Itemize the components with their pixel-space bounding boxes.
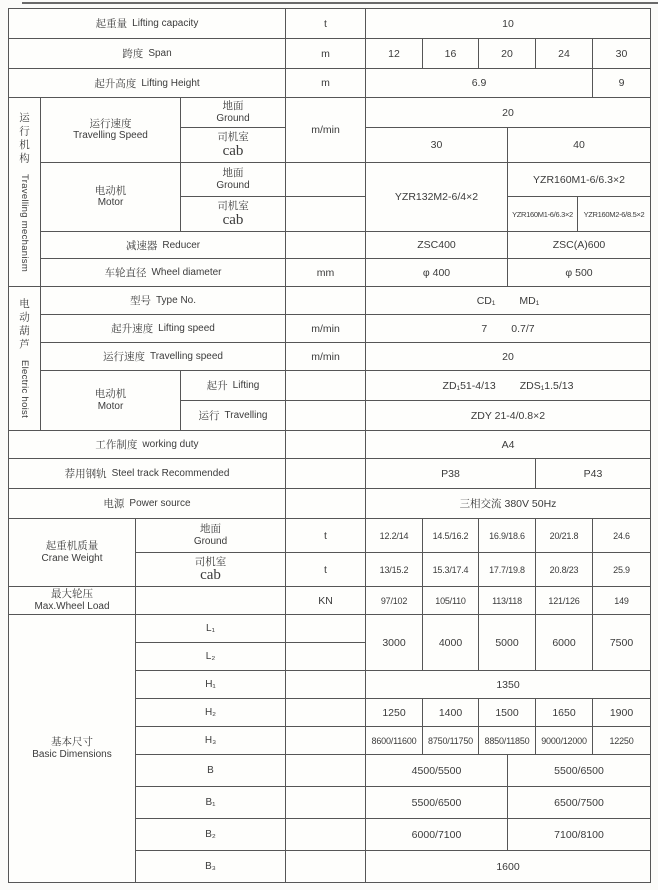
value-text: 10 [502, 17, 514, 30]
travelling-motor-label [41, 163, 181, 232]
dimension-L1-label [136, 615, 286, 643]
power-source-label [9, 489, 286, 519]
span-label [9, 39, 286, 69]
travelling-motor-value-left [366, 163, 508, 232]
value-text: B₁ [205, 797, 216, 808]
value-text: 97/102 [380, 595, 408, 606]
value-text: 14.5/16.2 [432, 530, 469, 541]
lifting-capacity-value [366, 9, 651, 39]
en-text: Travelling [224, 410, 268, 421]
value-text: φ 500 [565, 266, 593, 279]
empty-unit-cell [286, 851, 366, 883]
working-duty-label [9, 431, 286, 459]
value-text: 4500/5500 [411, 764, 462, 777]
dimension-B2-value-left [366, 819, 508, 851]
value-text: YZR160M1-6/6.3×2 [512, 209, 573, 219]
ground-sublabel [181, 98, 286, 128]
en-text: Lifting [232, 380, 260, 391]
value-text: 12 [388, 47, 400, 60]
value-text: 4000 [438, 636, 463, 649]
zh-text: 司机室 [217, 131, 249, 144]
lifting-height-value-30m [593, 69, 651, 98]
en-text: Max.Wheel Load [34, 600, 110, 612]
cab-sublabel [181, 128, 286, 163]
unit-text: m/min [311, 124, 340, 136]
dimension-B3-label [136, 851, 286, 883]
steel-track-label [9, 459, 286, 489]
dimension-B2-label [136, 819, 286, 851]
zh-text: 起升高度 [94, 77, 137, 90]
travelling-speed-cab-value [508, 128, 651, 163]
value-text: 9 [618, 77, 625, 89]
dimension-H2-value [479, 699, 536, 727]
en-text: Lifting speed [158, 323, 215, 334]
en-text: Electric hoist [19, 360, 30, 419]
en-text: Ground [216, 112, 250, 124]
hoist-motor-lifting-value [366, 371, 651, 401]
wheel-diameter-unit [286, 259, 366, 287]
en-text: Lifting capacity [132, 18, 199, 29]
empty-unit-cell [286, 755, 366, 787]
value-text: 12.2/14 [379, 530, 409, 541]
empty-unit-cell [286, 197, 366, 232]
value-text: 149 [614, 595, 629, 606]
dimension-H3-label [136, 727, 286, 755]
dimension-L2-label [136, 643, 286, 671]
zh-text: 起升 [206, 380, 228, 392]
wheel-diameter-left [366, 259, 508, 287]
value-text: ZD₁51-4/13 [442, 379, 496, 392]
unit-text: m/min [311, 322, 340, 335]
unit-text: KN [318, 594, 333, 607]
lifting-capacity-unit [286, 9, 366, 39]
en-text: Lifting Height [141, 77, 200, 89]
crane-weight-ground-value [479, 519, 536, 553]
value-text: ZSC(A)600 [552, 239, 606, 251]
empty-unit-cell [286, 671, 366, 699]
max-wheel-load-label [9, 587, 136, 615]
dimension-H1-label [136, 671, 286, 699]
unit-text: mm [316, 266, 335, 279]
value-text: 121/126 [548, 595, 580, 606]
crane-weight-unit [286, 553, 366, 587]
en-text: Motor [97, 197, 124, 209]
travelling-mechanism-section-label [9, 98, 41, 287]
specification-table [8, 8, 651, 883]
zh-text: 起升速度 [111, 323, 154, 335]
value-text: 13/15.2 [379, 564, 409, 575]
dimension-H2-label [136, 699, 286, 727]
lifting-height-label [9, 69, 286, 98]
dimension-L-value [423, 615, 479, 671]
lifting-capacity-label [9, 9, 286, 39]
value-text: 20 [502, 106, 514, 119]
zh-text: 荐用钢轨 [64, 468, 107, 480]
value-text: 16 [444, 47, 457, 60]
span-value [479, 39, 536, 69]
zh-text: 地面 [222, 100, 244, 113]
unit-text: t [324, 529, 327, 542]
value-text: ZDY 21-4/0.8×2 [470, 409, 546, 422]
value-text: P38 [441, 467, 460, 480]
max-wheel-load-value [593, 587, 651, 615]
ground-sublabel [136, 519, 286, 553]
empty-unit-cell [286, 643, 366, 671]
zh-text: 运行速度 [102, 351, 145, 363]
dimension-B1-value-right [508, 787, 651, 819]
crane-weight-cab-value [536, 553, 593, 587]
lifting-speed-value [366, 315, 651, 343]
max-wheel-load-value [536, 587, 593, 615]
dimension-L-value [479, 615, 536, 671]
value-text: 7100/8100 [554, 828, 604, 841]
value-text: φ 400 [422, 266, 451, 279]
lifting-height-unit [286, 69, 366, 98]
value-text: 7500 [609, 636, 634, 649]
max-wheel-load-value [366, 587, 423, 615]
value-text: L₂ [205, 651, 216, 662]
reducer-label [41, 232, 286, 259]
value-text: 15.3/17.4 [432, 564, 469, 575]
zh-text: 电动机 [94, 388, 127, 401]
hoist-travelling-speed-unit [286, 343, 366, 371]
zh-text: 工作制度 [95, 439, 138, 451]
dimension-H2-value [536, 699, 593, 727]
value-text: 7 [481, 322, 488, 335]
dimension-H2-value [366, 699, 423, 727]
type-no-value [366, 287, 651, 315]
unit-text: t [324, 563, 327, 576]
en-text: working duty [142, 439, 199, 450]
en-text: cab [222, 211, 244, 228]
lifting-speed-unit [286, 315, 366, 343]
zh-text: 跨度 [122, 48, 144, 60]
dimension-H3-value [593, 727, 651, 755]
crane-weight-cab-value [479, 553, 536, 587]
zh-text: 减速器 [125, 239, 158, 252]
value-text: B₃ [205, 861, 216, 872]
value-text: CD₁ [476, 294, 496, 307]
crane-weight-unit [286, 519, 366, 553]
dimension-B-value-right [508, 755, 651, 787]
dimension-L-value [536, 615, 593, 671]
value-text: ZSC400 [417, 239, 456, 251]
travelling-speed-label [41, 98, 181, 163]
value-text: 17.7/19.8 [489, 564, 525, 575]
empty-unit-cell [286, 459, 366, 489]
empty-unit-cell [286, 401, 366, 431]
dimension-B-label [136, 755, 286, 787]
empty-unit-cell [286, 489, 366, 519]
travelling-motor-cab-right-2 [578, 197, 651, 232]
electric-hoist-section-label [9, 287, 41, 431]
value-text: YZR132M2-6/4×2 [394, 191, 479, 203]
empty-unit-cell [286, 787, 366, 819]
lifting-speed-label [41, 315, 286, 343]
value-text: 6500/7500 [554, 796, 604, 809]
value-text: 20 [501, 47, 513, 60]
working-duty-value [366, 431, 651, 459]
zh-text: 型号 [129, 295, 151, 307]
reducer-value-left [366, 232, 508, 259]
en-text: Ground [193, 535, 228, 547]
travelling-speed-unit [286, 98, 366, 163]
dimension-H1-value [366, 671, 651, 699]
value-text: 16.9/18.6 [489, 530, 525, 541]
dimension-L-value [593, 615, 651, 671]
hoist-motor-travelling-sublabel [181, 401, 286, 431]
ground-sublabel [181, 163, 286, 197]
value-text: 8750/11750 [428, 735, 473, 746]
value-text: YZR160M2-6/8.5×2 [583, 209, 645, 219]
value-text: P43 [583, 467, 603, 480]
span-value [536, 39, 593, 69]
crane-weight-ground-value [423, 519, 479, 553]
travelling-speed-cab-value [366, 128, 508, 163]
travelling-speed-ground-value [366, 98, 651, 128]
value-text: 1900 [609, 706, 634, 719]
value-text: 5500/6500 [554, 764, 604, 777]
value-text: 9000/12000 [541, 735, 587, 746]
empty-unit-cell [286, 232, 366, 259]
zh-text: 车轮直径 [104, 267, 147, 279]
empty-unit-cell [286, 287, 366, 315]
dimension-H3-value [366, 727, 423, 755]
crane-weight-ground-value [366, 519, 423, 553]
wheel-diameter-label [41, 259, 286, 287]
dimension-H2-value [593, 699, 651, 727]
en-text: Travelling speed [149, 351, 223, 362]
scan-edge-line [22, 2, 658, 4]
value-text: 24 [558, 47, 570, 60]
zh-text: 运行 [198, 410, 220, 422]
value-text: 8600/11600 [371, 735, 417, 746]
value-text: 0.7/7 [511, 322, 535, 335]
zh-text: 司机室 [217, 200, 249, 213]
hoist-travelling-speed-value [366, 343, 651, 371]
en-text: cab [200, 567, 221, 584]
value-text: 6000 [552, 636, 576, 649]
en-text: Type No. [155, 295, 197, 306]
value-text: 30 [430, 139, 443, 151]
crane-weight-cab-value [423, 553, 479, 587]
value-text: H₃ [204, 735, 217, 746]
basic-dimensions-section-label [9, 615, 136, 883]
value-text: 20 [502, 350, 514, 363]
value-text: 24.6 [613, 530, 630, 541]
unit-text: m [321, 47, 330, 60]
zh-text: 基本尺寸 [51, 736, 93, 749]
vertical-text [17, 298, 32, 418]
steel-track-value-right [536, 459, 651, 489]
unit-text: m [321, 77, 330, 89]
value-text: YZR160M1-6/6.3×2 [533, 173, 625, 186]
dimension-B1-label [136, 787, 286, 819]
zh-text: 电动机 [94, 184, 127, 197]
en-text: Ground [216, 179, 250, 191]
value-text: 25.9 [613, 564, 630, 575]
value-text: A4 [501, 438, 515, 451]
reducer-value-right [508, 232, 651, 259]
max-wheel-load-value [479, 587, 536, 615]
value-text: 113/118 [492, 595, 522, 606]
zh-text: 运行速度 [89, 117, 132, 130]
en-text: Travelling mechanism [19, 173, 30, 273]
crane-weight-cab-value [366, 553, 423, 587]
value-text: L₁ [206, 623, 215, 634]
value-text: 8850/11850 [484, 735, 530, 746]
cab-sublabel [136, 553, 286, 587]
unit-text: t [324, 17, 327, 30]
span-unit [286, 39, 366, 69]
value-text: 30 [615, 47, 628, 60]
unit-text: m/min [311, 350, 340, 363]
steel-track-value-left [366, 459, 536, 489]
value-text: B [207, 765, 214, 776]
empty-unit-cell [286, 727, 366, 755]
value-text: B₂ [205, 829, 216, 840]
power-source-value [366, 489, 651, 519]
dimension-H2-value [423, 699, 479, 727]
crane-weight-ground-value [536, 519, 593, 553]
en-text: Basic Dimensions [32, 748, 112, 760]
en-text: Wheel diameter [151, 267, 222, 278]
en-text: Crane Weight [41, 552, 103, 564]
zh-text: 起重量 [95, 18, 128, 30]
empty-unit-cell [286, 431, 366, 459]
cab-sublabel [181, 197, 286, 232]
value-text: 6.9 [471, 77, 487, 89]
zh-text: 起重机质量 [45, 540, 99, 553]
dimension-B1-value-left [366, 787, 508, 819]
travelling-motor-cab-right-1 [508, 197, 578, 232]
value-text: 40 [573, 139, 585, 151]
value-text: 1400 [438, 706, 463, 719]
value-text: 5500/6500 [411, 796, 462, 809]
dimension-B2-value-right [508, 819, 651, 851]
value-text: 20.8/23 [549, 564, 579, 575]
value-text: 1350 [496, 678, 520, 691]
hoist-motor-lifting-sublabel [181, 371, 286, 401]
travelling-motor-ground-right [508, 163, 651, 197]
zh-text: 运行机构 [18, 111, 30, 166]
zh-text: 电动葫芦 [18, 298, 30, 353]
en-text: Power source [129, 498, 191, 509]
value-text: 20/21.8 [549, 530, 579, 541]
value-text: H₁ [205, 679, 216, 690]
en-text: Span [148, 48, 172, 59]
empty-unit-cell [286, 371, 366, 401]
dimension-B3-value [366, 851, 651, 883]
value-text: 1650 [552, 706, 576, 719]
value-text: 3000 [382, 636, 406, 649]
value-text: 6000/7100 [411, 828, 462, 841]
dimension-B-value-left [366, 755, 508, 787]
max-wheel-load-value [423, 587, 479, 615]
en-text: cab [222, 142, 244, 159]
empty-unit-cell [286, 819, 366, 851]
zh-text: 电源 [103, 498, 125, 510]
en-text: Reducer [162, 239, 201, 251]
en-text: Motor [97, 400, 124, 412]
hoist-motor-travelling-value [366, 401, 651, 431]
en-text: Travelling Speed [73, 130, 148, 142]
value-text: ZDS₁1.5/13 [519, 379, 574, 392]
empty-cell [136, 587, 286, 615]
dimension-L-value [366, 615, 423, 671]
dimension-H3-value [423, 727, 479, 755]
value-text: 12250 [609, 735, 634, 746]
zh-text: 最大轮压 [51, 588, 93, 601]
value-text: H₂ [204, 707, 217, 718]
empty-unit-cell [286, 615, 366, 643]
value-text: MD₁ [519, 294, 540, 307]
value-text: 1500 [495, 706, 519, 719]
crane-weight-label [9, 519, 136, 587]
empty-unit-cell [286, 699, 366, 727]
dimension-H3-value [536, 727, 593, 755]
span-value [593, 39, 651, 69]
value-text: 三相交流 380V 50Hz [459, 498, 557, 510]
value-text: 1600 [496, 860, 520, 873]
zh-text: 司机室 [194, 555, 227, 568]
empty-unit-cell [286, 163, 366, 197]
type-no-label [41, 287, 286, 315]
lifting-height-value [366, 69, 593, 98]
value-text: 1250 [382, 706, 406, 719]
value-text: 105/110 [435, 595, 466, 606]
crane-weight-cab-value [593, 553, 651, 587]
crane-weight-ground-value [593, 519, 651, 553]
vertical-text [17, 112, 32, 272]
en-text: Steel track Recommended [111, 468, 230, 479]
dimension-H3-value [479, 727, 536, 755]
value-text: 5000 [495, 636, 519, 649]
hoist-travelling-speed-label [41, 343, 286, 371]
zh-text: 地面 [222, 167, 244, 180]
span-value [366, 39, 423, 69]
max-wheel-load-unit [286, 587, 366, 615]
span-value [423, 39, 479, 69]
zh-text: 地面 [200, 523, 221, 536]
wheel-diameter-right [508, 259, 651, 287]
hoist-motor-label [41, 371, 181, 431]
